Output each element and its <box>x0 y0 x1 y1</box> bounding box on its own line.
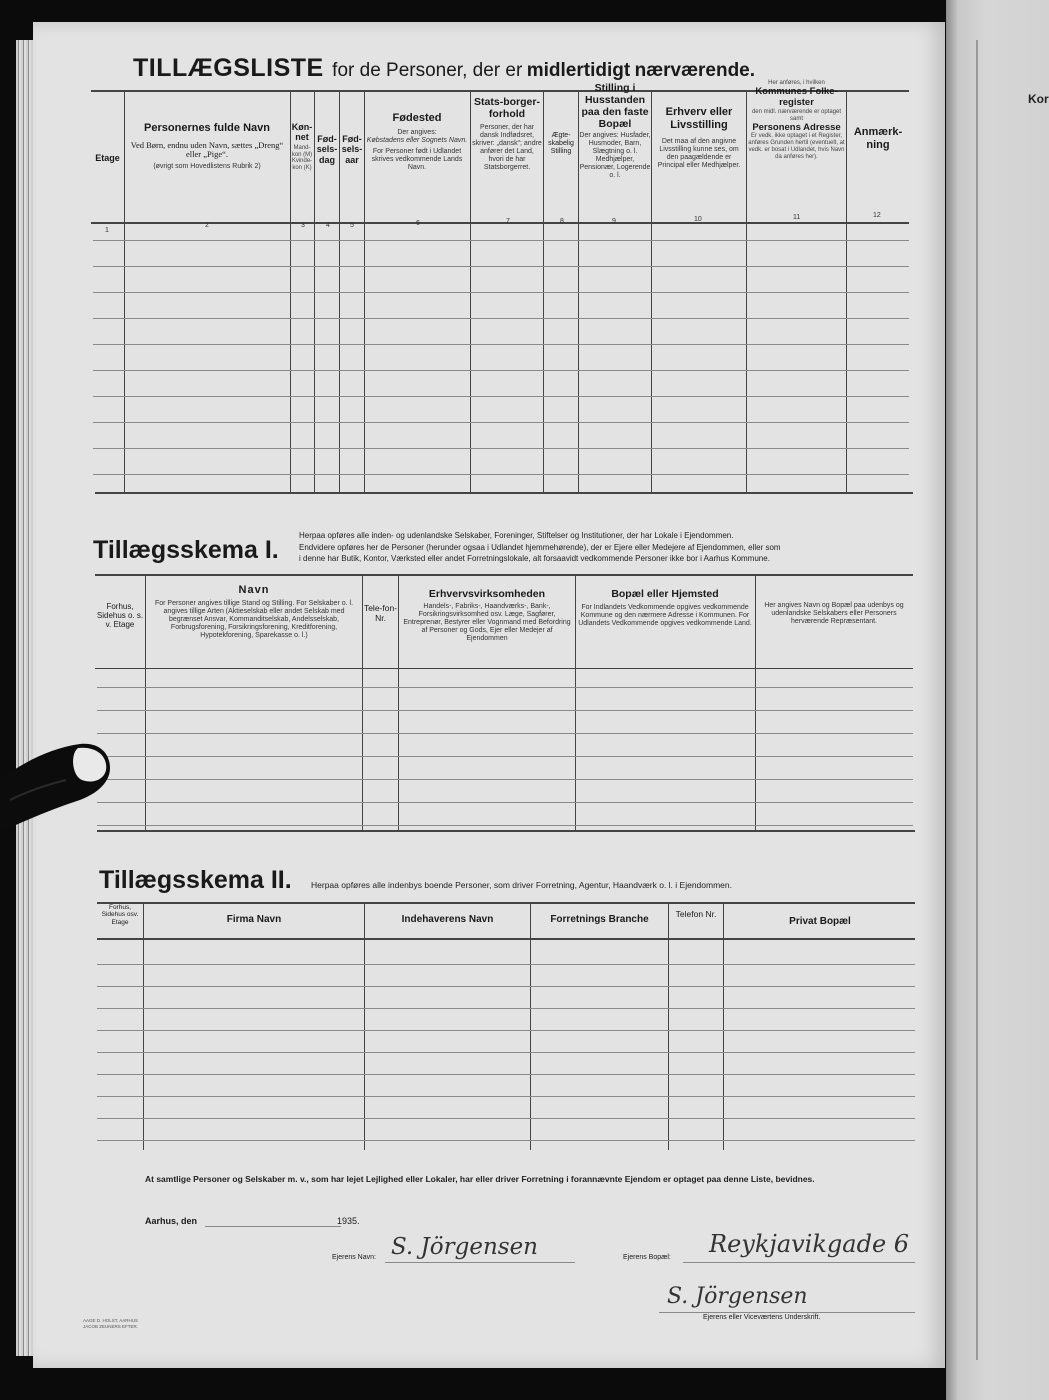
hdr-fodested-sub2: Købstadens eller Sognets Navn. <box>366 136 468 144</box>
signature-label: Ejerens eller Viceværtens Underskrift. <box>703 1314 821 1321</box>
schema1-row-line <box>97 756 913 757</box>
main-table-row-line <box>93 318 909 319</box>
hdr-navn-note: (øvrigt som Hovedlistens Rubrik 2) <box>153 163 261 171</box>
s1-hdr-repr: Her angives Navn og Bopæl paa udenbys og udenlandske Selskabers eller Personers herværende Repræsentant. <box>764 602 904 626</box>
main-table-row-line <box>93 370 909 371</box>
schema1-row-line <box>97 779 913 780</box>
s2-col-line-3 <box>530 902 531 1150</box>
hdr-fodselsaar: Fød-sels-aar <box>341 134 363 165</box>
hdr-stilling-title: Stilling i Husstanden paa den faste <box>581 82 649 119</box>
hdr-stilling-bopael: Bopæl <box>598 118 632 131</box>
main-table-row-line <box>93 292 909 293</box>
colnum-1: 1 <box>105 227 109 234</box>
schema2-header-rule <box>97 938 915 940</box>
hdr-stilling-sub: Der angives: Husfader, Husmoder, Barn, Slægtning o. l. Medhjælper, Pensionær, Logerende o. l. <box>579 132 651 180</box>
hdr-anm: Anmærk-ning <box>853 126 903 151</box>
main-table-row-line <box>93 266 909 267</box>
schema2-top-rule <box>97 902 915 904</box>
hdr-erhverv <box>653 106 745 170</box>
s2-hdr-privat: Privat Bopæl <box>789 916 851 927</box>
colnum-8: 8 <box>560 218 564 225</box>
owner-name-value: S. Jörgensen <box>391 1234 538 1260</box>
s1-col-line-1 <box>145 574 146 830</box>
hdr-kommune-title: Kommunes Folke-register <box>755 85 838 108</box>
signature-value: S. Jörgensen <box>667 1284 808 1309</box>
s1-hdr-navn <box>147 584 361 640</box>
colnum-3: 3 <box>301 222 305 229</box>
footer-date-line <box>205 1226 341 1227</box>
schema1-row-line <box>97 825 913 826</box>
schema2-row-line <box>97 1140 915 1141</box>
s1-col-line-5 <box>755 574 756 830</box>
facing-page <box>946 0 1049 1400</box>
hdr-fodested-sub1: Der angives: <box>397 128 437 136</box>
schema2-row-line <box>97 964 915 965</box>
colnum-9: 9 <box>612 218 616 225</box>
hdr-etage: Etage <box>95 153 120 163</box>
owner-addr-value: Reykjavikgade 6 <box>709 1230 910 1258</box>
hdr-fodselsdag: Fød-sels-dag <box>316 134 338 165</box>
footer-place: Aarhus, den <box>145 1216 198 1226</box>
main-table-header-rule <box>91 222 909 224</box>
schema2-row-line <box>97 1118 915 1119</box>
s2-col-line-4 <box>668 902 669 1150</box>
hdr-konnet-sub: Mand-kon (M) Kvinde-kon (K) <box>291 144 313 172</box>
main-table-bottom-rule <box>95 492 913 494</box>
main-title <box>133 54 755 83</box>
facing-page-rule <box>976 40 978 1360</box>
s1-hdr-erhverv-title: Erhvervsvirksomheden <box>428 588 546 600</box>
s1-hdr-bopael-title: Bopæl eller Hjemsted <box>611 588 719 600</box>
owner-addr-line <box>683 1262 915 1263</box>
footer-year: 1935. <box>337 1216 360 1226</box>
main-table-row-line <box>93 396 909 397</box>
colnum-2: 2 <box>205 222 209 229</box>
hdr-stilling <box>579 82 651 181</box>
hdr-stats-title: Stats-borger-forhold <box>474 96 540 121</box>
hdr-aegte: Ægte-skabelig Stilling <box>548 132 574 156</box>
hdr-navn-sub: Ved Børn, endnu uden Navn, sættes „Dreng“ eller „Pige“. <box>130 139 284 160</box>
schema1-header-rule <box>95 668 913 669</box>
s2-hdr-firma: Firma Navn <box>226 914 282 925</box>
schema1-bottom-rule <box>97 830 915 832</box>
owner-addr-label: Ejerens Bopæl: <box>623 1254 671 1261</box>
hdr-stats-sub: Personer, der har dansk Indfødsret, skriver: „dansk“; andre anfører det Land, hvori de har Statsborgerret. <box>472 124 542 172</box>
schema2-title: Tillægsskema II. <box>99 866 292 894</box>
schema1-desc-2: Endvidere opføres her de Personer (herunder ogsaa i Udlandet hjemmehørende), der er Ejere eller Medejere af Ejendommen, eller som <box>299 542 781 552</box>
schema1-row-line <box>97 802 913 803</box>
hdr-kommune-sub2: den midl. nærværende er optaget samt <box>751 108 842 122</box>
colnum-5: 5 <box>350 222 354 229</box>
colnum-7: 7 <box>506 218 510 225</box>
s1-col-line-4 <box>575 574 576 830</box>
s2-col-line-2 <box>364 902 365 1150</box>
hdr-navn-title: Personernes fulde Navn <box>144 122 270 134</box>
hdr-stats <box>472 96 542 172</box>
colnum-6: 6 <box>416 220 420 227</box>
owner-name-line <box>385 1262 575 1263</box>
s2-hdr-indehaver: Indehaverens Navn <box>401 914 494 925</box>
main-title-bold: TILLÆGSLISTE <box>133 54 324 82</box>
hdr-kommune <box>747 80 846 161</box>
schema1-title: Tillægsskema I. <box>93 536 279 564</box>
s1-hdr-bopael <box>577 588 753 628</box>
hdr-fodested <box>366 112 468 172</box>
footer-statement: At samtlige Personer og Selskaber m. v., som har lejet Lejlighed eller Lokaler, har eller driver Forretning i forannævnte Ejendom er optaget paa denne Liste, bevidnes. <box>145 1174 815 1184</box>
main-table-row-line <box>93 240 909 241</box>
schema1-row-line <box>97 733 913 734</box>
hdr-konnet-title: Køn-net <box>291 122 313 143</box>
hdr-konnet <box>290 122 314 172</box>
s1-hdr-navn-sub: For Personer angives tillige Stand og Stilling. For Selskaber o. l. angives tillige Arten (Aktieselskab eller andet Selskab med begrænset Ansvar, Kommanditselskab, Andelsselskab, Forbrugsforening, Forsikringsforening, Kreditforening, Hypotekforening, Sparekasse o. l.) <box>154 599 354 639</box>
s1-hdr-telefon: Tele-fon-Nr. <box>363 603 398 623</box>
hdr-erhverv-title: Erhverv eller Livsstilling <box>665 106 733 131</box>
main-table-row-line <box>93 344 909 345</box>
hdr-erhverv-sub: Det maa af den angivne Livsstilling kunne ses, om den paagældende er Principal eller Medhjælper. <box>657 138 741 170</box>
facing-page-fragment: Kor <box>1028 92 1049 106</box>
hdr-kommune-adresse: Personens Adresse <box>752 121 841 133</box>
schema1-desc-1: Herpaa opføres alle inden- og udenlandske Selskaber, Foreninger, Stiftelser og Institutioner, der har Lokale i Ejendommen. <box>299 531 734 540</box>
s1-hdr-navn-title: Navn <box>238 584 270 596</box>
thumb-overlay <box>0 740 112 836</box>
schema2-desc: Herpaa opføres alle indenbys boende Personer, som driver Forretning, Agentur, Haandværk o. l. i Ejendommen. <box>311 880 732 890</box>
main-table-row-line <box>93 448 909 449</box>
main-table-row-line <box>93 422 909 423</box>
main-title-for: for de Personer, der er <box>332 60 523 81</box>
schema2-row-line <box>97 986 915 987</box>
colnum-12: 12 <box>873 212 881 219</box>
main-title-mid: midlertidigt <box>526 60 631 81</box>
s1-hdr-forhus: Forhus, Sidehus o. s. v. Etage <box>96 602 144 630</box>
schema1-row-line <box>97 687 913 688</box>
main-title-end: nærværende. <box>634 60 756 81</box>
form-page <box>33 22 945 1368</box>
s2-col-line-5 <box>723 902 724 1150</box>
colnum-10: 10 <box>694 216 702 223</box>
colnum-11: 11 <box>793 214 801 221</box>
s1-hdr-erhverv-sub: Handels-, Fabriks-, Haandværks-, Bank-, Forsikringsvirksomhed osv. Læge, Sagfører, Entreprenør, Bestyrer eller Vognmand med Befordring af Personer og Gods, Ejer eller Medejer af Ejendommen <box>403 603 571 643</box>
s2-hdr-branche: Forretnings Branche <box>550 914 649 925</box>
hdr-fodested-sub3: For Personer født i Udlandet skrives vedkommende Lands Navn. <box>371 147 463 171</box>
s1-col-line-3 <box>398 574 399 830</box>
s2-hdr-telefon: Telefon Nr. <box>675 909 717 919</box>
schema1-top-rule <box>95 574 913 576</box>
schema1-desc-3: i denne har Butik, Kontor, Værksted eller andet Forretningslokale, alt forsaavidt vedkommende Personer ikke bor i Aarhus Kommune. <box>299 554 770 564</box>
schema2-row-line <box>97 1030 915 1031</box>
owner-name-label: Ejerens Navn: <box>332 1254 376 1261</box>
hdr-kommune-sub1: Her anføres, i hvilken <box>768 80 825 86</box>
hdr-kommune-sub3: Er vedk. ikke optaget i et Register, anføres Grunden hertil (eventuelt, at vedk. er bosat i Udlandet, hvis Navn da anføres her). <box>748 133 845 161</box>
colnum-4: 4 <box>326 222 330 229</box>
s1-hdr-bopael-sub: For Indlandets Vedkommende opgives vedkommende Kommune og den nærmere Adresse i Kommunen. For Udlandets Vedkommende opgives vedkommende Land. <box>578 604 752 628</box>
printer-mark: AAGE D. HOLST, AARHUS JACOB ZEUNERS EFTER. <box>83 1318 139 1329</box>
s2-hdr-forhus: Forhus, Sidehus osv. Etage <box>101 904 139 926</box>
schema1-description <box>299 530 919 565</box>
schema2-row-line <box>97 1074 915 1075</box>
schema2-row-line <box>97 1096 915 1097</box>
schema2-row-line <box>97 1008 915 1009</box>
hdr-fodested-title: Fødested <box>392 112 442 124</box>
signature-line <box>659 1312 915 1313</box>
main-table-row-line <box>93 474 909 475</box>
s2-col-line-1 <box>143 902 144 1150</box>
schema2-row-line <box>97 1052 915 1053</box>
hdr-navn <box>127 122 287 171</box>
s1-hdr-erhverv <box>400 588 574 643</box>
schema1-row-line <box>97 710 913 711</box>
